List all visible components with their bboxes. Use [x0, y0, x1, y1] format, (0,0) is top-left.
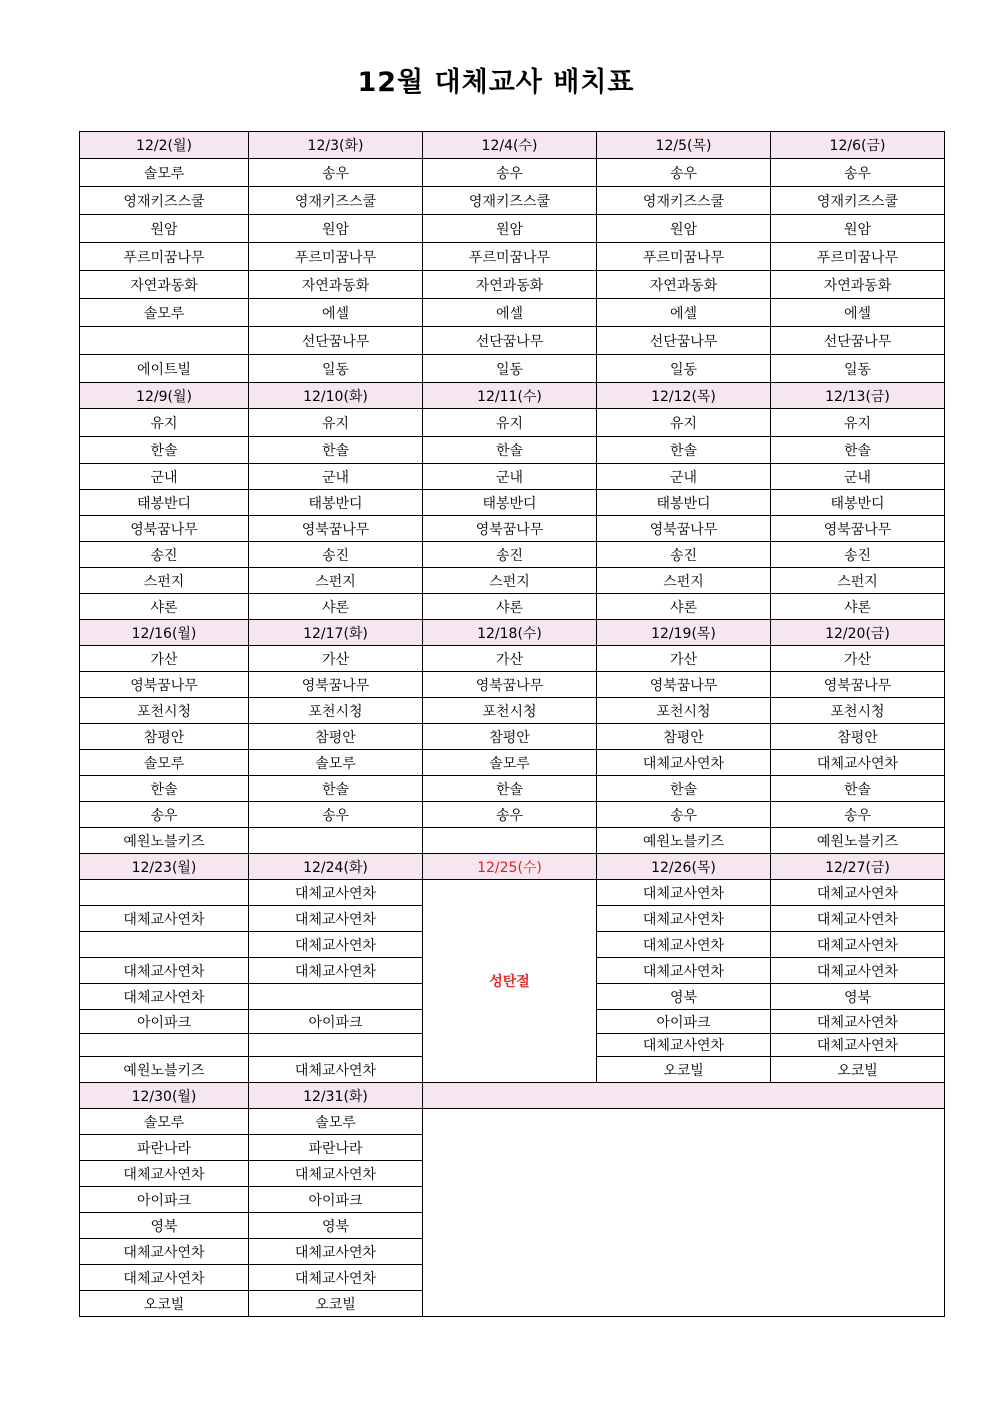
schedule-cell: 유지 — [80, 409, 249, 437]
schedule-row — [80, 750, 945, 776]
schedule-cell: 솔모루 — [80, 159, 249, 187]
schedule-cell: 선단꿈나무 — [249, 327, 423, 355]
schedule-cell: 솔모루 — [80, 299, 249, 327]
schedule-cell: 샤론 — [597, 594, 771, 620]
date-header: 12/4(수) — [423, 132, 597, 159]
schedule-cell: 참평안 — [597, 724, 771, 750]
schedule-cell: 태봉반디 — [423, 490, 597, 516]
schedule-cell: 선단꿈나무 — [597, 327, 771, 355]
schedule-cell: 한솔 — [249, 437, 423, 464]
schedule-cell: 태봉반디 — [771, 490, 945, 516]
schedule-cell: 스펀지 — [597, 568, 771, 594]
schedule-cell: 송우 — [597, 802, 771, 828]
schedule-cell: 대체교사연차 — [771, 906, 945, 932]
schedule-row — [80, 828, 945, 854]
schedule-cell: 영북꿈나무 — [771, 516, 945, 542]
schedule-cell: 포천시청 — [771, 698, 945, 724]
schedule-cell: 대체교사연차 — [597, 906, 771, 932]
date-header: 12/3(화) — [249, 132, 423, 159]
schedule-cell: 영북꿈나무 — [597, 516, 771, 542]
schedule-cell: 대체교사연차 — [80, 1265, 249, 1291]
schedule-cell: 한솔 — [249, 776, 423, 802]
schedule-cell: 에셀 — [249, 299, 423, 327]
schedule-cell: 영북꿈나무 — [597, 672, 771, 698]
schedule-cell: 솔모루 — [249, 750, 423, 776]
schedule-row — [80, 776, 945, 802]
schedule-cell: 포천시청 — [423, 698, 597, 724]
week-header-row — [80, 383, 945, 409]
schedule-cell: 한솔 — [423, 437, 597, 464]
schedule-cell: 영북꿈나무 — [423, 516, 597, 542]
schedule-row — [80, 802, 945, 828]
schedule-cell: 영북 — [249, 1213, 423, 1239]
schedule-cell: 참평안 — [249, 724, 423, 750]
schedule-cell: 선단꿈나무 — [423, 327, 597, 355]
schedule-cell: 한솔 — [597, 776, 771, 802]
schedule-cell: 오코빌 — [249, 1291, 423, 1317]
date-header: 12/10(화) — [249, 383, 423, 409]
schedule-cell: 원암 — [597, 215, 771, 243]
schedule-cell: 자연과동화 — [249, 271, 423, 299]
schedule-cell: 태봉반디 — [80, 490, 249, 516]
schedule-cell: 일동 — [423, 355, 597, 383]
schedule-cell: 오코빌 — [80, 1291, 249, 1317]
schedule-cell: 원암 — [423, 215, 597, 243]
schedule-cell: 영북꿈나무 — [80, 516, 249, 542]
schedule-cell: 가산 — [771, 646, 945, 672]
date-header: 12/6(금) — [771, 132, 945, 159]
date-header: 12/27(금) — [771, 854, 945, 880]
schedule-cell: 예원노블키즈 — [771, 828, 945, 854]
schedule-cell: 군내 — [423, 464, 597, 490]
schedule-cell: 태봉반디 — [597, 490, 771, 516]
schedule-cell: 송진 — [80, 542, 249, 568]
empty-area — [423, 1109, 945, 1317]
schedule-cell — [249, 984, 423, 1010]
schedule-cell — [80, 327, 249, 355]
schedule-cell: 대체교사연차 — [249, 1239, 423, 1265]
schedule-row — [80, 568, 945, 594]
schedule-cell: 일동 — [249, 355, 423, 383]
schedule-cell: 송우 — [597, 159, 771, 187]
schedule-cell: 영재키즈스쿨 — [80, 187, 249, 215]
schedule-cell: 원암 — [771, 215, 945, 243]
schedule-cell: 아이파크 — [597, 1010, 771, 1034]
schedule-cell: 오코빌 — [597, 1057, 771, 1083]
schedule-cell: 스펀지 — [771, 568, 945, 594]
schedule-cell: 송진 — [423, 542, 597, 568]
schedule-row — [80, 159, 945, 187]
schedule-cell: 가산 — [249, 646, 423, 672]
schedule-cell: 선단꿈나무 — [771, 327, 945, 355]
schedule-cell: 대체교사연차 — [249, 932, 423, 958]
schedule-cell: 송진 — [597, 542, 771, 568]
schedule-row — [80, 490, 945, 516]
schedule-cell: 한솔 — [771, 437, 945, 464]
schedule-cell: 한솔 — [423, 776, 597, 802]
schedule-cell: 한솔 — [80, 437, 249, 464]
schedule-cell: 일동 — [771, 355, 945, 383]
schedule-cell: 송진 — [249, 542, 423, 568]
schedule-row — [80, 1109, 945, 1135]
schedule-row — [80, 327, 945, 355]
schedule-cell: 포천시청 — [249, 698, 423, 724]
schedule-cell: 푸르미꿈나무 — [249, 243, 423, 271]
schedule-cell: 영북 — [771, 984, 945, 1010]
schedule-cell: 샤론 — [423, 594, 597, 620]
schedule-cell: 샤론 — [249, 594, 423, 620]
date-header: 12/23(월) — [80, 854, 249, 880]
date-header: 12/31(화) — [249, 1083, 423, 1109]
date-header: 12/9(월) — [80, 383, 249, 409]
schedule-cell: 대체교사연차 — [771, 958, 945, 984]
schedule-cell: 유지 — [597, 409, 771, 437]
schedule-cell: 송우 — [423, 159, 597, 187]
schedule-cell: 한솔 — [80, 776, 249, 802]
schedule-cell: 솔모루 — [80, 1109, 249, 1135]
schedule-cell: 솔모루 — [80, 750, 249, 776]
schedule-cell: 스펀지 — [249, 568, 423, 594]
schedule-cell: 유지 — [249, 409, 423, 437]
schedule-cell: 영북 — [597, 984, 771, 1010]
schedule-cell: 자연과동화 — [80, 271, 249, 299]
date-header: 12/13(금) — [771, 383, 945, 409]
schedule-cell: 가산 — [597, 646, 771, 672]
schedule-cell: 가산 — [423, 646, 597, 672]
schedule-cell: 참평안 — [771, 724, 945, 750]
schedule-cell: 자연과동화 — [771, 271, 945, 299]
schedule-cell: 푸르미꿈나무 — [80, 243, 249, 271]
schedule-row — [80, 271, 945, 299]
schedule-cell: 스펀지 — [80, 568, 249, 594]
schedule-cell: 대체교사연차 — [771, 880, 945, 906]
schedule-row — [80, 299, 945, 327]
date-header: 12/2(월) — [80, 132, 249, 159]
schedule-cell: 영북꿈나무 — [249, 672, 423, 698]
schedule-cell: 참평안 — [80, 724, 249, 750]
schedule-cell: 아이파크 — [249, 1187, 423, 1213]
schedule-cell: 아이파크 — [80, 1010, 249, 1034]
schedule-cell: 송우 — [249, 802, 423, 828]
schedule-cell: 대체교사연차 — [771, 750, 945, 776]
schedule-cell: 대체교사연차 — [597, 1034, 771, 1057]
schedule-row — [80, 355, 945, 383]
schedule-cell: 유지 — [423, 409, 597, 437]
date-header: 12/20(금) — [771, 620, 945, 646]
date-header: 12/12(목) — [597, 383, 771, 409]
schedule-cell: 원암 — [80, 215, 249, 243]
schedule-cell: 원암 — [249, 215, 423, 243]
holiday-date-header: 12/25(수) — [423, 854, 597, 880]
date-header: 12/5(목) — [597, 132, 771, 159]
schedule-row — [80, 409, 945, 437]
schedule-row — [80, 724, 945, 750]
schedule-table — [79, 131, 945, 1317]
schedule-cell: 대체교사연차 — [249, 958, 423, 984]
schedule-cell: 파란나라 — [80, 1135, 249, 1161]
date-header: 12/30(월) — [80, 1083, 249, 1109]
schedule-cell: 대체교사연차 — [80, 1239, 249, 1265]
date-header: 12/16(월) — [80, 620, 249, 646]
schedule-row — [80, 698, 945, 724]
schedule-cell: 송우 — [423, 802, 597, 828]
schedule-cell — [249, 828, 423, 854]
schedule-cell: 대체교사연차 — [249, 1265, 423, 1291]
schedule-cell: 군내 — [249, 464, 423, 490]
schedule-row — [80, 516, 945, 542]
schedule-cell: 대체교사연차 — [597, 932, 771, 958]
schedule-cell: 솔모루 — [249, 1109, 423, 1135]
schedule-cell: 영재키즈스쿨 — [771, 187, 945, 215]
schedule-cell: 영재키즈스쿨 — [249, 187, 423, 215]
date-header: 12/26(목) — [597, 854, 771, 880]
schedule-cell: 에셀 — [423, 299, 597, 327]
schedule-cell: 솔모루 — [423, 750, 597, 776]
schedule-cell: 군내 — [771, 464, 945, 490]
schedule-cell: 샤론 — [80, 594, 249, 620]
schedule-cell — [423, 828, 597, 854]
schedule-cell: 에이트빌 — [80, 355, 249, 383]
schedule-row — [80, 187, 945, 215]
schedule-cell: 송우 — [771, 802, 945, 828]
schedule-cell: 아이파크 — [249, 1010, 423, 1034]
schedule-cell: 군내 — [597, 464, 771, 490]
schedule-row — [80, 594, 945, 620]
schedule-row — [80, 215, 945, 243]
schedule-row — [80, 464, 945, 490]
schedule-row — [80, 672, 945, 698]
schedule-cell: 대체교사연차 — [80, 958, 249, 984]
schedule-cell: 푸르미꿈나무 — [771, 243, 945, 271]
schedule-cell: 에셀 — [771, 299, 945, 327]
schedule-cell: 포천시청 — [80, 698, 249, 724]
schedule-cell: 대체교사연차 — [597, 958, 771, 984]
schedule-cell: 에셀 — [597, 299, 771, 327]
schedule-cell — [80, 880, 249, 906]
schedule-cell: 송진 — [771, 542, 945, 568]
schedule-cell: 대체교사연차 — [771, 932, 945, 958]
date-header: 12/24(화) — [249, 854, 423, 880]
schedule-cell: 영북꿈나무 — [80, 672, 249, 698]
schedule-cell — [80, 932, 249, 958]
week-header-row — [80, 620, 945, 646]
header-filler — [423, 1083, 945, 1109]
schedule-cell: 영북 — [80, 1213, 249, 1239]
date-header: 12/11(수) — [423, 383, 597, 409]
schedule-cell: 포천시청 — [597, 698, 771, 724]
schedule-cell: 파란나라 — [249, 1135, 423, 1161]
schedule-cell: 영북꿈나무 — [249, 516, 423, 542]
schedule-cell: 한솔 — [597, 437, 771, 464]
schedule-row — [80, 646, 945, 672]
schedule-cell: 예원노블키즈 — [597, 828, 771, 854]
schedule-cell: 자연과동화 — [423, 271, 597, 299]
schedule-cell: 대체교사연차 — [249, 880, 423, 906]
schedule-cell: 스펀지 — [423, 568, 597, 594]
schedule-cell: 오코빌 — [771, 1057, 945, 1083]
schedule-cell: 송우 — [80, 802, 249, 828]
date-header: 12/18(수) — [423, 620, 597, 646]
week-header-row — [80, 132, 945, 159]
schedule-cell: 영북꿈나무 — [423, 672, 597, 698]
schedule-row — [80, 243, 945, 271]
week-header-row — [80, 1083, 945, 1109]
schedule-cell: 예원노블키즈 — [80, 1057, 249, 1083]
schedule-cell: 샤론 — [771, 594, 945, 620]
schedule-cell: 송우 — [771, 159, 945, 187]
schedule-cell — [249, 1034, 423, 1057]
schedule-cell: 대체교사연차 — [771, 1010, 945, 1034]
schedule-row — [80, 880, 945, 906]
schedule-cell: 대체교사연차 — [249, 1161, 423, 1187]
schedule-row — [80, 542, 945, 568]
schedule-cell: 참평안 — [423, 724, 597, 750]
schedule-cell: 대체교사연차 — [597, 750, 771, 776]
date-header: 12/19(목) — [597, 620, 771, 646]
schedule-cell: 예원노블키즈 — [80, 828, 249, 854]
schedule-cell: 푸르미꿈나무 — [597, 243, 771, 271]
schedule-cell: 대체교사연차 — [597, 880, 771, 906]
schedule-cell: 대체교사연차 — [80, 906, 249, 932]
schedule-cell: 영북꿈나무 — [771, 672, 945, 698]
schedule-cell: 대체교사연차 — [249, 906, 423, 932]
week-header-row — [80, 854, 945, 880]
schedule-cell: 대체교사연차 — [771, 1034, 945, 1057]
schedule-cell: 유지 — [771, 409, 945, 437]
schedule-cell: 푸르미꿈나무 — [423, 243, 597, 271]
schedule-cell — [80, 1034, 249, 1057]
date-header: 12/17(화) — [249, 620, 423, 646]
schedule-cell: 일동 — [597, 355, 771, 383]
schedule-row — [80, 437, 945, 464]
schedule-cell: 태봉반디 — [249, 490, 423, 516]
schedule-cell: 대체교사연차 — [80, 984, 249, 1010]
holiday-cell: 성탄절 — [423, 880, 597, 1083]
schedule-cell: 대체교사연차 — [80, 1161, 249, 1187]
schedule-cell: 자연과동화 — [597, 271, 771, 299]
schedule-cell: 영재키즈스쿨 — [423, 187, 597, 215]
schedule-cell: 군내 — [80, 464, 249, 490]
page-title: 12월 대체교사 배치표 — [357, 67, 635, 98]
schedule-cell: 아이파크 — [80, 1187, 249, 1213]
schedule-cell: 가산 — [80, 646, 249, 672]
schedule-cell: 영재키즈스쿨 — [597, 187, 771, 215]
schedule-cell: 한솔 — [771, 776, 945, 802]
schedule-cell: 송우 — [249, 159, 423, 187]
schedule-cell: 대체교사연차 — [249, 1057, 423, 1083]
